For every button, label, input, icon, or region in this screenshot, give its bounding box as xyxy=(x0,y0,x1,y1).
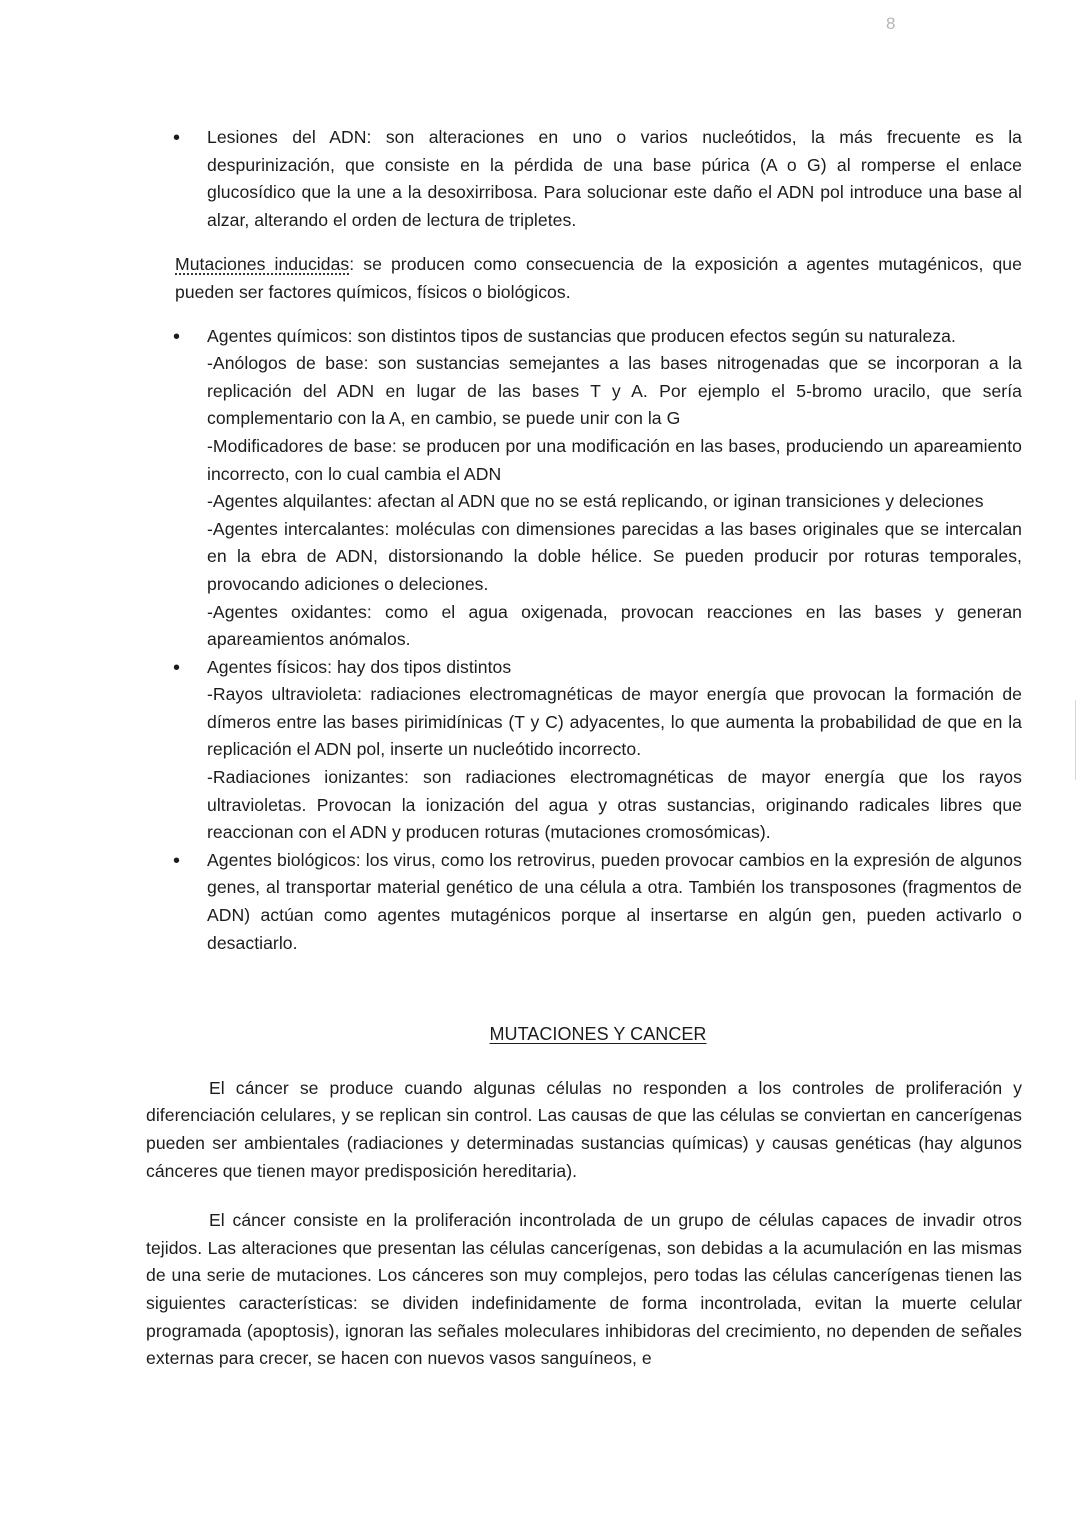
agents-bullet-list xyxy=(146,323,1022,958)
subitem-agentes-oxidantes: -Agentes oxidantes: como el agua oxigenada, provocan reacciones en las bases y generan apareamientos anómalos. xyxy=(207,601,1022,650)
term-agentes-fisicos: Agentes físicos xyxy=(207,656,328,677)
scan-edge-mark xyxy=(1075,700,1076,780)
term-agentes-biologicos: Agentes biológicos xyxy=(207,849,356,870)
subitem-modificadores-base: -Modificadores de base: se producen por una modificación en las bases, produciendo un apareamiento incorrecto, con lo cual cambia el ADN xyxy=(207,435,1022,484)
cancer-paragraph-2: El cáncer consiste en la proliferación incontrolada de un grupo de células capaces de invadir otros tejidos. Las alteraciones que presentan las células cancerígenas, son debidas a la acumulación en las mismas de una serie de mutaciones. Los cánceres son muy complejos, pero todas las células cancerígenas tienen las siguientes características: se dividen indefinidamente de forma incontrolada, evitan la muerte celular programada (apoptosis), ignoran las señales moleculares inhibidoras del crecimiento, no dependen de señales externas para crecer, se hacen con nuevos vasos sanguíneos, e xyxy=(146,1210,1022,1369)
subitem-analogos-base: -Anólogos de base: son sustancias semejantes a las bases nitrogenadas que se incorporan a la replicación del ADN en lugar de las bases T y A. Por ejemplo el 5-bromo uracilo, que sería complementario con la A, en cambio, se puede unir con la G xyxy=(207,353,1022,429)
term-mutaciones-inducidas: Mutaciones inducidas xyxy=(175,254,350,275)
term-lesiones: Lesiones del ADN xyxy=(207,127,367,147)
page-number: 8 xyxy=(886,14,896,33)
cancer-paragraph-1: El cáncer se produce cuando algunas células no responden a los controles de proliferación y diferenciación celulares, y se replican sin control. Las causas de que las células se conviertan en cancerígenas pueden ser ambientales (radiaciones y determinadas sustancias químicas) y causas genéticas (hay algunos cánceres que tienen mayor predisposición hereditaria). xyxy=(146,1077,1022,1181)
text-mutaciones-inducidas: : se producen como consecuencia de la exposición a agentes mutagénicos, que pueden ser factores químicos, físicos o biológicos. xyxy=(175,254,1022,302)
subitem-agentes-alquilantes: -Agentes alquilantes: afectan al ADN que no se está replicando, or iginan transiciones y deleciones xyxy=(207,491,984,512)
intro-bullet-list xyxy=(146,124,1022,234)
term-agentes-quimicos: Agentes químicos xyxy=(207,325,348,346)
induced-mutations-paragraph xyxy=(175,251,1022,306)
subitem-rayos-ultravioleta: -Rayos ultravioleta: radiaciones electromagnéticas de mayor energía que provocan la formación de dímeros entre las bases pirimidínicas (T y C) adyacentes, lo que aumenta la probabilidad de que en la replicación el ADN pol, inserte un nucleótido incorrecto. xyxy=(207,684,1022,760)
text-agentes-quimicos: : son distintos tipos de sustancias que producen efectos según su naturaleza. xyxy=(347,325,956,346)
subitem-radiaciones-ionizantes: -Radiaciones ionizantes: son radiaciones electromagnéticas de mayor energía que los rayos ultravioletas. Provocan la ionización del agua y otras sustancias, originando radicales libres que reaccionan con el ADN y producen roturas (mutaciones cromosómicas). xyxy=(207,767,1022,843)
subitem-agentes-intercalantes: -Agentes intercalantes: moléculas con dimensiones parecidas a las bases originales que se intercalan en la ebra de ADN, distorsionando la doble hélice. Se pueden producir por roturas temporales, provocando adiciones o deleciones. xyxy=(207,518,1022,594)
bullet-item-fisicos xyxy=(207,654,1022,847)
section-title: MUTACIONES Y CANCER xyxy=(489,1024,707,1045)
text-agentes-biologicos: : los virus, como los retrovirus, pueden provocar cambios en la expresión de algunos genes, al transportar material genético de una célula a otra. También los transposones (fragmentos de ADN) actúan como agentes mutagénicos porque al insertarse en algún gen, pueden activarlo o desactiarlo. xyxy=(207,849,1022,953)
bullet-item-lesiones xyxy=(207,124,1022,234)
text-lesiones: : son alteraciones en uno o varios nucleótidos, la más frecuente es la despurinización, que consiste en la pérdida de una base púrica (A o G) al romperse el enlace glucosídico que la une a la desoxirribosa. Para solucionar este daño el ADN pol introduce una base al alzar, alterando el orden de lectura de tripletes. xyxy=(207,127,1022,230)
document-page xyxy=(146,124,1022,1395)
bullet-item-biologicos xyxy=(207,847,1022,957)
text-agentes-fisicos: : hay dos tipos distintos xyxy=(327,656,512,677)
bullet-item-quimicos xyxy=(207,323,1022,654)
